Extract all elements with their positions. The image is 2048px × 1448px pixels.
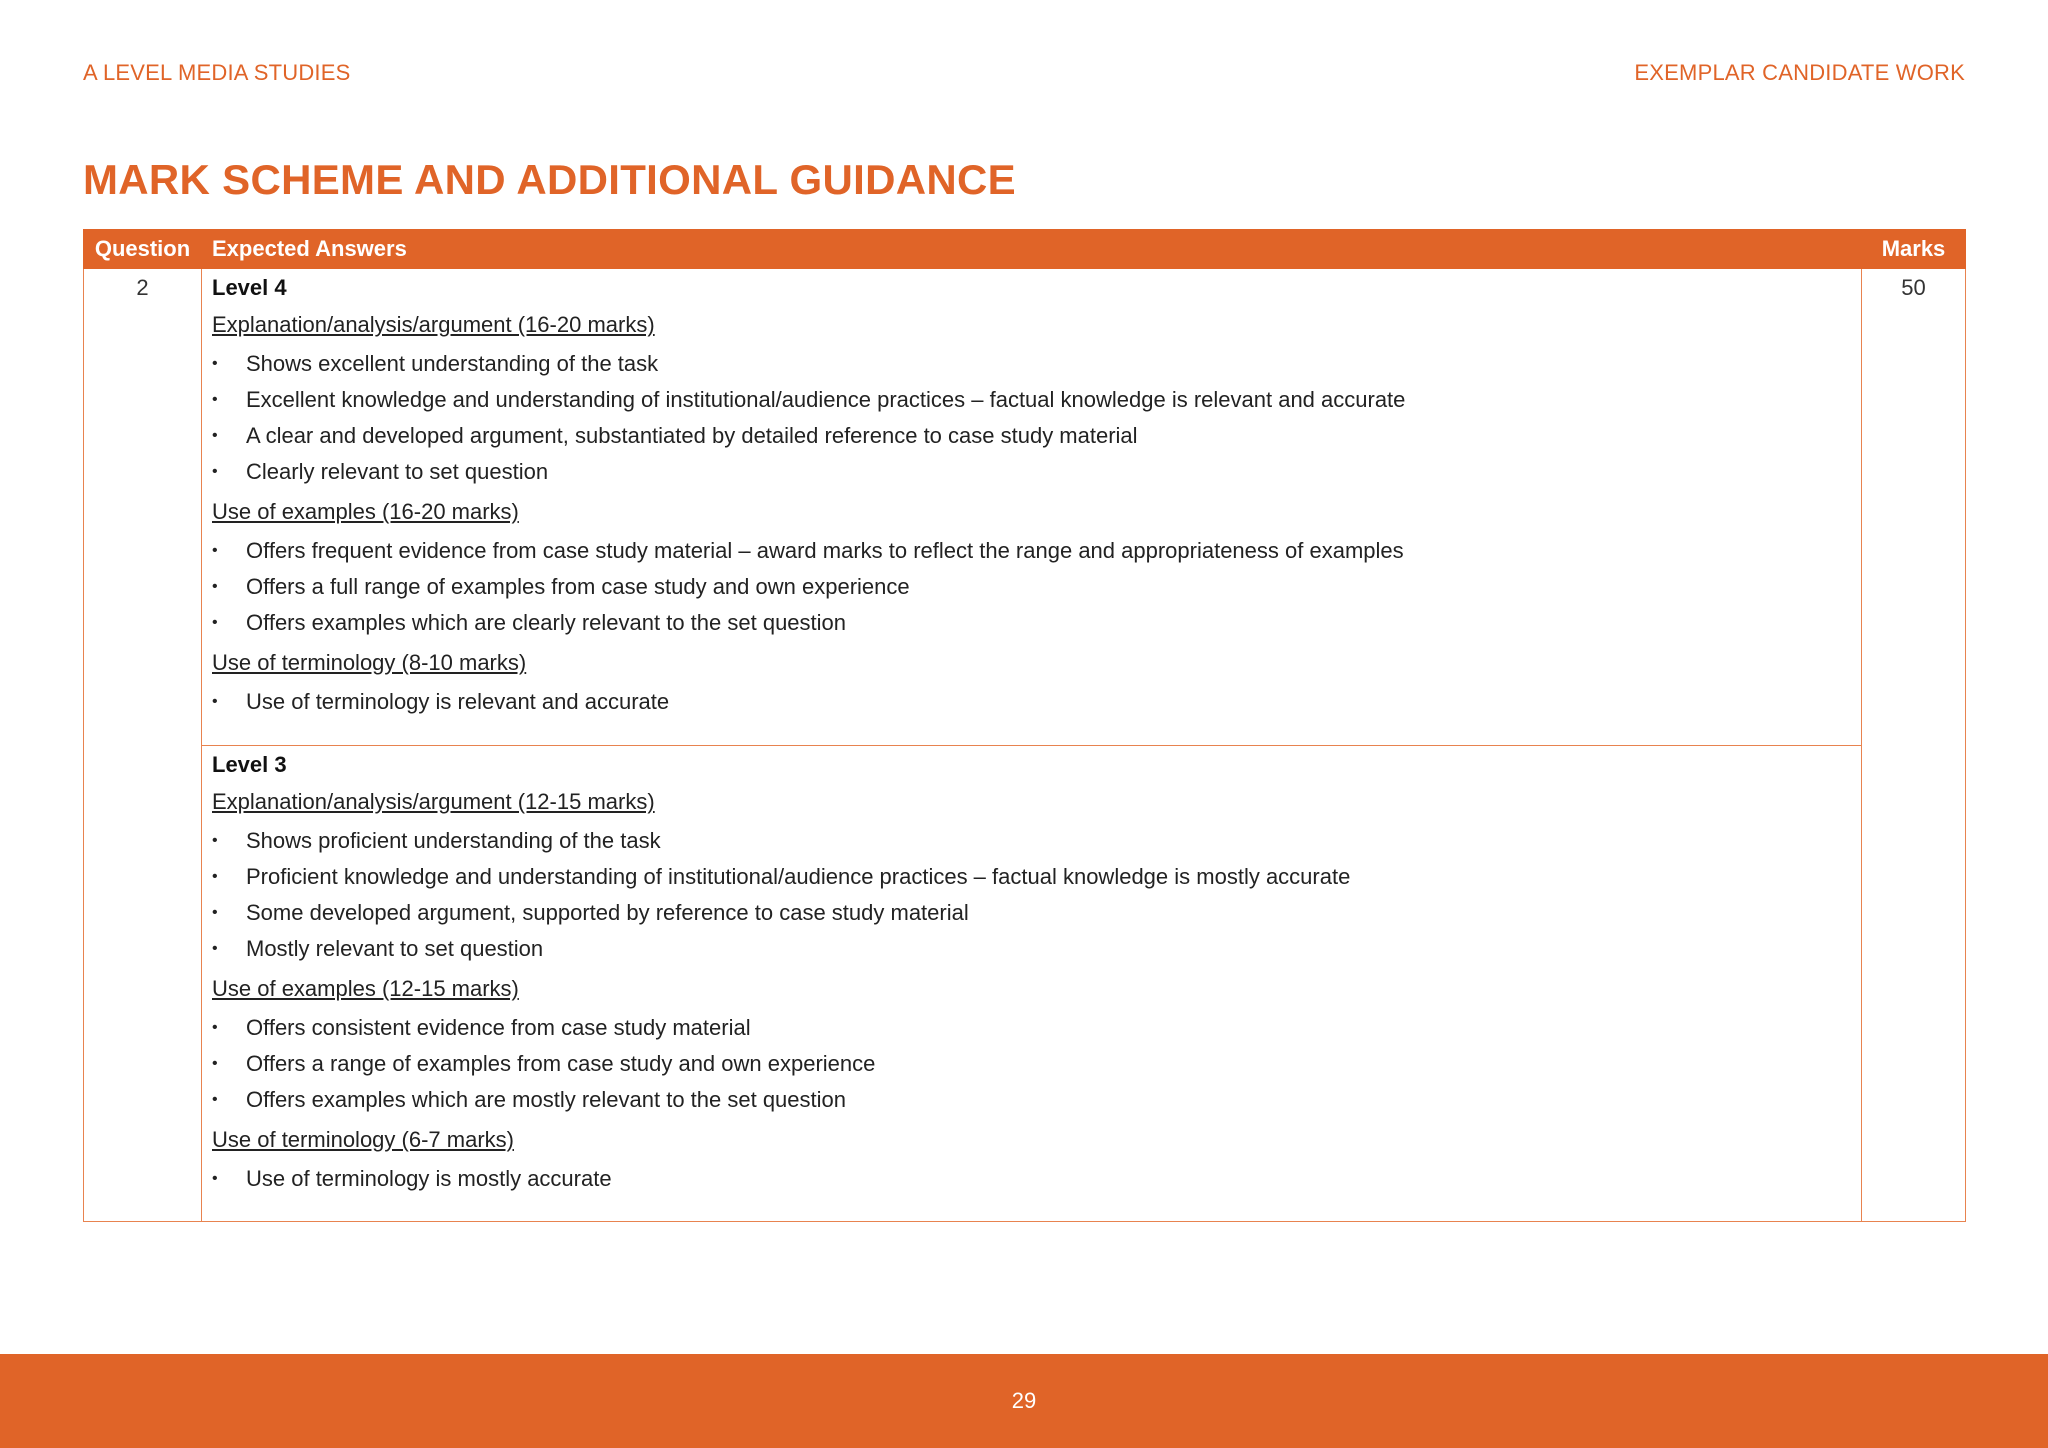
bullet-list (212, 346, 1851, 490)
section-heading: Explanation/analysis/argument (12-15 marks) (212, 789, 655, 814)
list-item: • Use of terminology is mostly accurate (212, 1161, 1851, 1197)
list-item: • Offers consistent evidence from case study material (212, 1010, 1851, 1046)
list-item: • Shows proficient understanding of the task (212, 823, 1851, 859)
list-item: • Proficient knowledge and understanding of institutional/audience practices – factual knowledge is mostly accurate (212, 859, 1851, 895)
bullet-list (212, 1161, 1851, 1197)
section-heading: Use of examples (16-20 marks) (212, 499, 519, 524)
expected-answers-column-header: Expected Answers (202, 230, 1862, 269)
table-header-row (84, 230, 1966, 269)
list-item: • A clear and developed argument, substantiated by detailed reference to case study material (212, 418, 1851, 454)
level-block (202, 746, 1861, 1197)
question-column-header: Question (84, 230, 202, 269)
bullet-list (212, 684, 1851, 720)
list-item: • Offers examples which are mostly relevant to the set question (212, 1082, 1851, 1118)
bullet-list (212, 1010, 1851, 1118)
marks-value: 50 (1862, 269, 1966, 1222)
list-item: • Clearly relevant to set question (212, 454, 1851, 490)
page-number: 29 (1011, 1388, 1037, 1413)
list-item: • Offers a full range of examples from case study and own experience (212, 569, 1851, 605)
list-item: • Offers a range of examples from case study and own experience (212, 1046, 1851, 1082)
running-header-doc-type: EXEMPLAR CANDIDATE WORK (1634, 60, 1965, 85)
level-title: Level 4 (212, 275, 287, 300)
list-item: • Shows excellent understanding of the task (212, 346, 1851, 382)
level-4-cell (202, 269, 1862, 746)
running-header-subject: A LEVEL MEDIA STUDIES (83, 60, 351, 85)
level-4-row (84, 269, 1966, 746)
list-item: • Use of terminology is relevant and accurate (212, 684, 1851, 720)
list-item: • Excellent knowledge and understanding of institutional/audience practices – factual knowledge is relevant and accurate (212, 382, 1851, 418)
section-heading: Use of terminology (6-7 marks) (212, 1127, 514, 1152)
level-title: Level 3 (212, 752, 287, 777)
page-title: MARK SCHEME AND ADDITIONAL GUIDANCE (83, 156, 1016, 203)
section-heading: Use of examples (12-15 marks) (212, 976, 519, 1001)
bullet-list (212, 533, 1851, 641)
list-item: • Mostly relevant to set question (212, 931, 1851, 967)
level-3-row (84, 746, 1966, 1222)
level-block (202, 269, 1861, 720)
section-heading: Explanation/analysis/argument (16-20 marks) (212, 312, 655, 337)
question-number: 2 (84, 269, 202, 1222)
marks-column-header: Marks (1862, 230, 1966, 269)
list-item: • Offers examples which are clearly relevant to the set question (212, 605, 1851, 641)
mark-scheme-table (83, 229, 1966, 1222)
bullet-list (212, 823, 1851, 967)
section-heading: Use of terminology (8-10 marks) (212, 650, 527, 675)
list-item: • Some developed argument, supported by reference to case study material (212, 895, 1851, 931)
list-item: • Offers frequent evidence from case study material – award marks to reflect the range and appropriateness of examples (212, 533, 1851, 569)
level-3-cell (202, 746, 1862, 1222)
